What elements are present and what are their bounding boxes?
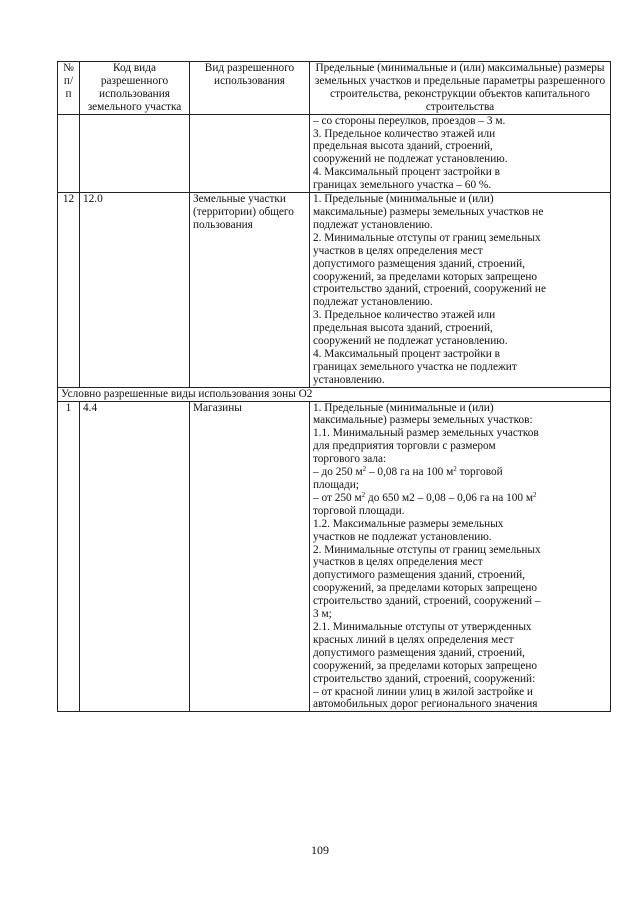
param-line: 4. Максимальный процент застройки в [313,166,500,179]
param-line: границах земельного участка – 60 %. [313,179,492,192]
cell-code: 12.0 [80,193,190,388]
cell-type [190,114,310,192]
section-row [58,387,611,401]
param-line: сооружений, за пределами которых запрещено [313,270,538,283]
param-line: 2.1. Минимальные отступы от утвержденных [313,620,532,633]
cell-params [310,193,611,388]
param-line: сооружений, за пределами которых запрещено [313,582,538,595]
param-line: участков в целях определения мест [313,556,483,569]
param-line: для предприятия торговли с размером [313,440,496,453]
param-line [313,492,607,505]
param-line: 1.1. Минимальный размер земельных участков [313,427,539,440]
table-row [58,193,611,388]
param-line: участков в целях определения мест [313,244,483,257]
area-text: – от 250 м [313,491,362,504]
cell-num: 1 [58,401,80,712]
zoning-table [57,61,611,712]
param-line: автомобильных дорог регионального значения [313,698,538,711]
cell-code: 4.4 [80,401,190,712]
param-line: максимальные) размеры земельных участков не [313,205,544,218]
param-line: предельная высота зданий, строений, [313,140,493,153]
area-text: – 0,08 га на 100 м [366,466,454,479]
param-line [313,466,607,479]
param-line: 3 м; [313,608,332,621]
area-text: – до 250 м [313,466,363,479]
cell-type: Магазины [190,401,310,712]
superscript: 2 [453,465,457,474]
param-line: максимальные) размеры земельных участков: [313,414,533,427]
param-line: подлежат установлению. [313,218,433,231]
param-line: предельная высота зданий, строений, [313,322,493,335]
param-line: установлению. [313,373,385,386]
area-text: до 650 м2 – 0,08 – 0,06 га на 100 м [365,491,533,504]
header-code: Код вида разрешенного использования земельного участка [80,62,190,115]
cell-code [80,114,190,192]
param-line: 1.2. Максимальные размеры земельных [313,517,504,530]
cell-params [310,401,611,712]
param-line: – от красной линии улиц в жилой застройке и [313,685,533,698]
table-header-row [58,62,611,115]
param-line: 3. Предельное количество этажей или [313,127,496,140]
param-line: допустимого размещения зданий, строений, [313,646,525,659]
param-line: 3. Предельное количество этажей или [313,309,496,322]
param-line: подлежат установлению. [313,296,433,309]
param-line: допустимого размещения зданий, строений, [313,569,525,582]
superscript: 2 [361,490,366,499]
cell-type: Земельные участки (территории) общего пользования [190,193,310,388]
param-line: 1. Предельные (минимальные и (или) [313,401,494,414]
page-number: 109 [311,843,329,857]
param-line: строительство зданий, строений, сооружений: [313,672,536,685]
param-line: 2. Минимальные отступы от границ земельных [313,543,541,556]
table-row [58,401,611,712]
param-line: 4. Максимальный процент застройки в [313,347,500,360]
superscript: 2 [533,490,537,499]
header-params: Предельные (минимальные и (или) максимальные) размеры земельных участков и предельные параметры разрешенного строительства, реконструкции объектов капитального строительства [310,62,611,115]
param-line: строительство зданий, строений, сооружений не [313,283,546,296]
section-title: Условно разрешенные виды использования зоны О2 [58,387,611,401]
area-text: торговой [456,466,503,479]
param-line: участков не подлежат установлению. [313,530,492,543]
param-line: – со стороны переулков, проездов – 3 м. [313,114,506,127]
header-num: № п/п [58,62,80,115]
param-line: допустимого размещения зданий, строений, [313,257,525,270]
cell-num [58,114,80,192]
header-type: Вид разрешенного использования [190,62,310,115]
table-row [58,114,611,192]
cell-num: 12 [58,193,80,388]
param-line: сооружений не подлежат установлению. [313,335,508,348]
param-line: границах земельного участка не подлежит [313,360,517,373]
param-line: 1. Предельные (минимальные и (или) [313,193,494,206]
param-line: сооружений не подлежат установлению. [313,153,508,166]
param-line: торговой площади. [313,504,405,517]
param-line: строительство зданий, строений, сооружений – [313,595,541,608]
param-line: сооружений, за пределами которых запрещено [313,659,538,672]
param-line: 2. Минимальные отступы от границ земельных [313,231,541,244]
param-line: площади; [313,479,359,491]
superscript: 2 [362,465,367,474]
cell-params [310,114,611,192]
param-line: торгового зала: [313,453,387,466]
param-line: красных линий в целях определения мест [313,633,514,646]
